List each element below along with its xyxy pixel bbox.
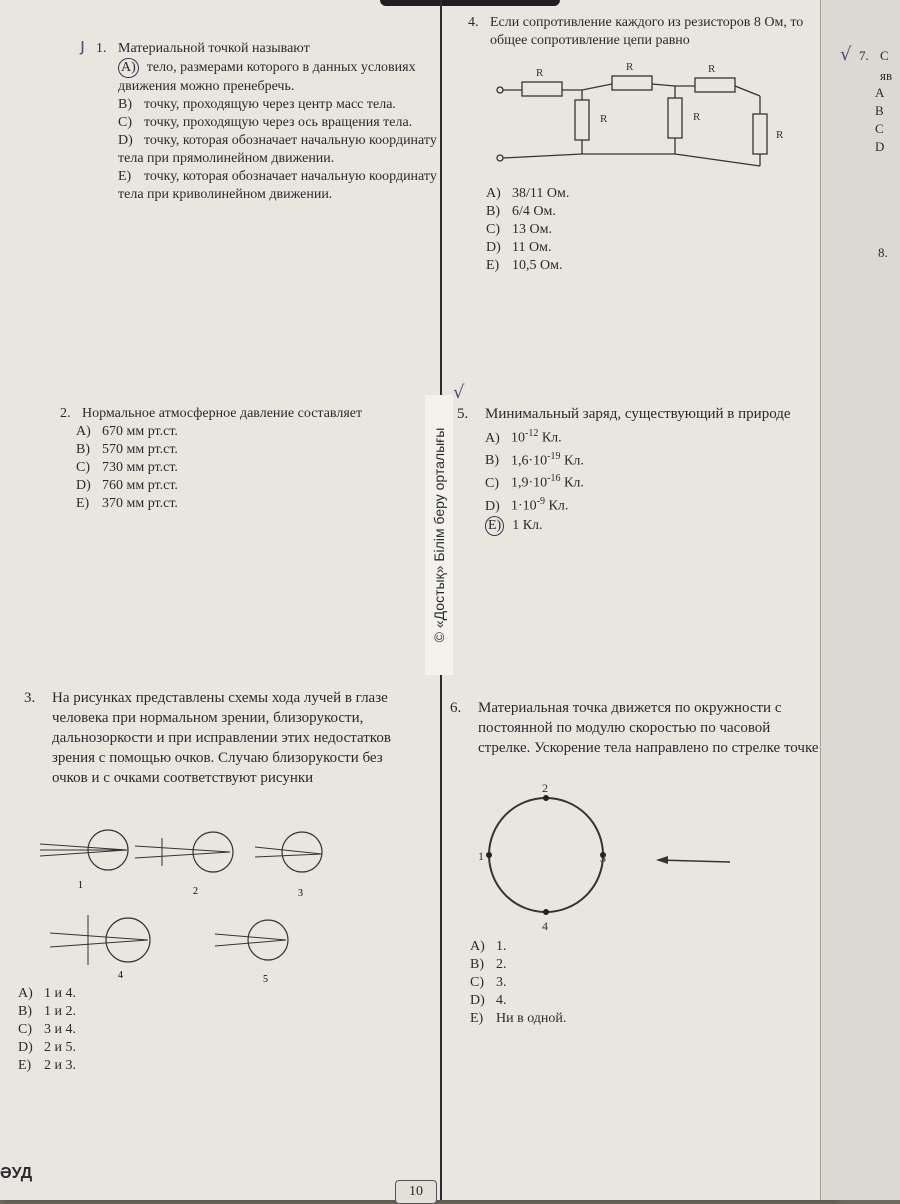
option-row[interactable] <box>76 459 422 477</box>
eye-ray-diagrams <box>30 820 330 990</box>
question-number: 5. <box>457 406 469 422</box>
eye-diagram-4 <box>50 915 150 981</box>
option-row[interactable] <box>18 985 218 1003</box>
options-list <box>118 58 438 204</box>
option-unit: Кл. <box>560 453 584 469</box>
next-page-question-8 <box>878 245 888 261</box>
option-label: B) <box>18 1004 32 1019</box>
option-row[interactable] <box>76 441 422 459</box>
option-label: C) <box>486 222 500 237</box>
option-value: 1,6·10 <box>511 453 548 469</box>
question-1 <box>80 35 438 204</box>
option-label: D) <box>470 993 485 1008</box>
resistor-label: R <box>708 63 716 75</box>
option-label: C <box>875 121 884 136</box>
options-list <box>470 938 670 1028</box>
option-text: 570 мм рт.ст. <box>102 442 178 457</box>
option-text: 730 мм рт.ст. <box>102 460 178 475</box>
option-unit: Кл. <box>560 475 584 491</box>
figure-label: 2 <box>193 886 198 897</box>
option-row[interactable] <box>470 974 670 992</box>
option-text: 1 и 2. <box>44 1004 76 1019</box>
option-label: C) <box>118 115 132 130</box>
option-row[interactable] <box>486 239 686 257</box>
question-3-options <box>18 985 218 1075</box>
option-text: 1. <box>496 939 507 954</box>
question-6 <box>450 698 823 758</box>
option-text: 3. <box>496 975 507 990</box>
option-row[interactable] <box>470 956 670 974</box>
option-row[interactable] <box>118 114 438 132</box>
options-list <box>486 185 686 275</box>
question-fragment: С <box>880 48 889 63</box>
option-label: B) <box>470 957 484 972</box>
figure-label: 4 <box>118 970 123 981</box>
options-list <box>485 425 825 536</box>
next-page-edge <box>820 0 900 1200</box>
resistor-label: R <box>626 62 634 73</box>
option-label: B) <box>485 453 499 469</box>
option-label: A) <box>18 986 33 1001</box>
option-label: E) <box>486 258 500 273</box>
option-label: A) <box>485 430 500 446</box>
option-row[interactable] <box>76 423 422 441</box>
option-label: A) <box>470 939 485 954</box>
question-3 <box>24 688 412 788</box>
option-row[interactable] <box>486 221 686 239</box>
option-text: 13 Ом. <box>512 222 552 237</box>
question-stem: Если сопротивление каждого из резисторов 8 Ом, то общее сопротивление цепи равно <box>490 15 804 48</box>
point-label-3: 3 <box>600 851 606 865</box>
option-text: 10,5 Ом. <box>512 258 563 273</box>
option-label: C) <box>470 975 484 990</box>
option-label: B) <box>118 97 132 112</box>
eye-diagram-2 <box>135 832 233 897</box>
option-row[interactable] <box>485 425 825 448</box>
option-exponent: -9 <box>536 495 546 507</box>
option-label: B) <box>486 204 500 219</box>
question-stem: Нормальное атмосферное давление составляет <box>82 406 363 421</box>
option-text: точку, которая обозначает начальную координату тела при криволинейном движении. <box>118 169 437 202</box>
options-list <box>76 423 422 513</box>
option-text: тело, размерами которого в данных условиях движения можно пренебречь. <box>118 60 416 94</box>
option-row[interactable] <box>76 495 422 513</box>
option-label: E) <box>18 1058 32 1073</box>
option-text: 4. <box>496 993 507 1008</box>
stamp-text: © «Достық» Білім беру орталығы <box>431 427 447 643</box>
point-label-2: 2 <box>542 781 548 795</box>
pen-checkmark: √ <box>840 44 852 65</box>
option-row[interactable] <box>118 58 438 96</box>
option-row[interactable] <box>18 1039 218 1057</box>
question-4-options <box>486 185 686 275</box>
option-row[interactable] <box>470 1010 670 1028</box>
option-text: 670 мм рт.ст. <box>102 424 178 439</box>
resistor-label: R <box>536 67 544 79</box>
question-stem: Материальной точкой называют <box>118 41 310 56</box>
option-label: D) <box>76 478 91 493</box>
option-exponent: -12 <box>525 428 539 439</box>
resistor-circuit-diagram <box>490 62 790 172</box>
option-row[interactable] <box>118 168 438 204</box>
question-number: 7. <box>859 48 869 63</box>
option-row[interactable] <box>470 992 670 1010</box>
option-row[interactable] <box>18 1003 218 1021</box>
option-row[interactable] <box>485 470 825 493</box>
option-row[interactable] <box>470 938 670 956</box>
resistor-label: R <box>600 113 608 125</box>
option-label: E) <box>76 496 90 511</box>
option-text: 3 и 4. <box>44 1022 76 1037</box>
option-label: C) <box>18 1022 32 1037</box>
option-row[interactable] <box>486 257 686 275</box>
question-number: 4. <box>468 15 479 30</box>
question-stem: Минимальный заряд, существующий в природе <box>485 406 791 422</box>
question-number: 8. <box>878 245 888 260</box>
option-text: 1 и 4. <box>44 986 76 1001</box>
option-label: E) <box>118 169 132 184</box>
option-text: 6/4 Ом. <box>512 204 556 219</box>
eye-diagram-3 <box>255 832 322 899</box>
option-value: 1,9·10 <box>511 475 548 491</box>
option-label: D) <box>485 498 500 514</box>
option-row[interactable] <box>485 448 825 471</box>
option-row[interactable] <box>18 1057 218 1075</box>
option-value: 1 Кл. <box>512 517 543 533</box>
option-row[interactable] <box>486 203 686 221</box>
corner-label: ӘУД <box>0 1165 33 1182</box>
question-number: 3. <box>24 690 36 706</box>
resistor-label: R <box>693 111 701 123</box>
question-stem: Материальная точка движется по окружности с постоянной по модулю скоростью по часовой стрелке. Ускорение тела направлено по стрелке точке <box>478 700 819 756</box>
option-text: 370 мм рт.ст. <box>102 496 178 511</box>
option-text: точку, проходящую через ось вращения тела. <box>144 115 413 130</box>
option-row[interactable] <box>485 493 825 516</box>
option-text: 2. <box>496 957 507 972</box>
option-row[interactable] <box>118 96 438 114</box>
option-label: A <box>875 85 885 100</box>
eye-diagram-5 <box>215 920 288 985</box>
option-row[interactable] <box>18 1021 218 1039</box>
question-number: 2. <box>60 406 71 421</box>
top-edge-strip <box>380 0 560 6</box>
options-list <box>875 84 892 156</box>
point-label-1: 1 <box>478 849 484 863</box>
option-label: D) <box>118 133 133 148</box>
option-text: 2 и 3. <box>44 1058 76 1073</box>
option-row[interactable] <box>76 477 422 495</box>
question-5 <box>453 382 825 536</box>
question-2 <box>60 405 422 513</box>
circle-motion-diagram <box>478 780 748 940</box>
page-number: 10 <box>395 1180 437 1204</box>
pen-checkmark: √ <box>453 382 465 403</box>
option-text: точку, проходящую через центр масс тела. <box>144 97 396 112</box>
question-fragment-line2: яв <box>880 68 893 83</box>
option-label: A) <box>76 424 91 439</box>
option-text: 2 и 5. <box>44 1040 76 1055</box>
option-label: D <box>875 139 885 154</box>
next-page-question-7 <box>840 44 893 156</box>
option-row[interactable] <box>485 516 825 536</box>
figure-label: 3 <box>298 888 303 899</box>
option-value: 1·10 <box>511 498 537 514</box>
arrow-icon <box>656 856 730 864</box>
option-exponent: -19 <box>547 450 561 462</box>
question-stem: На рисунках представлены схемы хода лучей в глазе человека при нормальном зрении, близорукости, дальнозоркости и при исправлении этих недостатков зрения с помощью очков. Случаю близорукости без очков и с очками соответствуют рисунки <box>52 690 391 786</box>
figure-label: 1 <box>78 880 83 891</box>
option-label: A) <box>486 186 501 201</box>
option-unit: Кл. <box>538 430 562 446</box>
figure-label: 5 <box>263 974 268 985</box>
option-label: E) <box>485 516 504 536</box>
option-label: E) <box>470 1011 484 1026</box>
options-list <box>18 985 218 1075</box>
option-value: 10 <box>511 430 525 446</box>
option-text: Ни в одной. <box>496 1011 567 1026</box>
option-row[interactable] <box>486 185 686 203</box>
question-number: 1. <box>96 41 107 56</box>
option-label: D) <box>486 240 501 255</box>
option-label: C) <box>76 460 90 475</box>
option-label: B <box>875 103 884 118</box>
option-row[interactable] <box>118 132 438 168</box>
option-text: 11 Ом. <box>512 240 552 255</box>
option-unit: Кл. <box>545 498 569 514</box>
option-exponent: -16 <box>547 473 561 485</box>
question-number: 6. <box>450 700 462 716</box>
option-label: B) <box>76 442 90 457</box>
option-text: 760 мм рт.ст. <box>102 478 178 493</box>
eye-diagram-1 <box>40 830 128 891</box>
resistor-label: R <box>776 129 784 141</box>
point-label-4: 4 <box>542 919 548 933</box>
pen-checkmark: ȷ <box>80 35 86 56</box>
option-label: A) <box>118 58 139 78</box>
question-4 <box>468 14 810 50</box>
option-label: C) <box>485 475 499 491</box>
publisher-stamp <box>425 395 453 675</box>
option-label: D) <box>18 1040 33 1055</box>
option-text: 38/11 Ом. <box>512 186 570 201</box>
option-text: точку, которая обозначает начальную координату тела при прямолинейном движении. <box>118 133 437 166</box>
question-6-options <box>470 938 670 1028</box>
